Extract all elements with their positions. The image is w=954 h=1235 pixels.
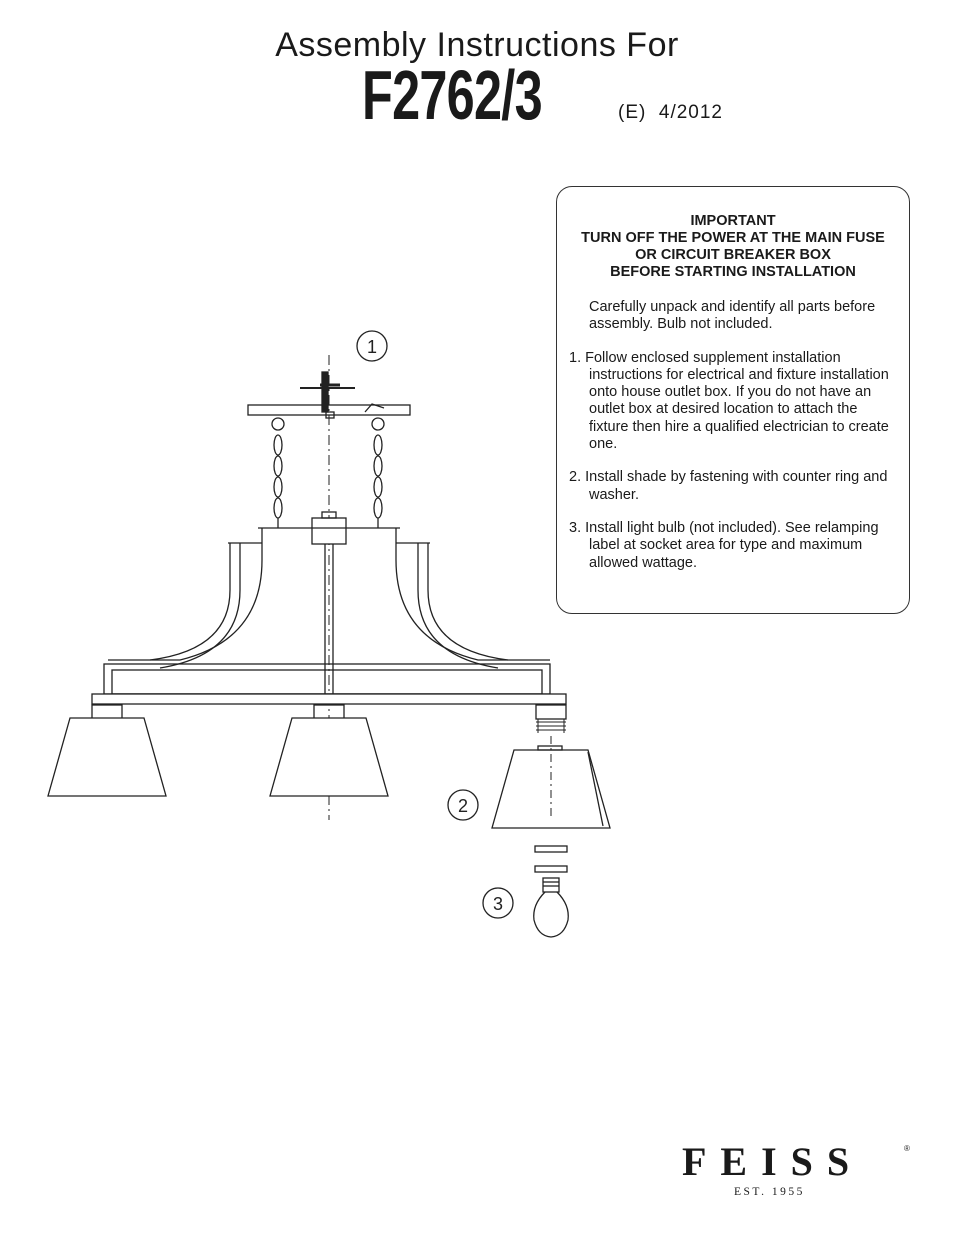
brand-name: FEISS — [682, 1139, 864, 1184]
callout-2-label: 2 — [457, 796, 469, 816]
right-chain — [372, 418, 384, 528]
callout-1 — [357, 331, 387, 361]
counter-ring — [535, 866, 567, 872]
notice-line: IMPORTANT — [690, 213, 776, 229]
brand-established: EST. 1955 — [734, 1186, 805, 1198]
callout-2 — [448, 790, 478, 820]
notice-line: TURN OFF THE POWER AT THE MAIN FUSE — [581, 230, 885, 246]
notice-line: BEFORE STARTING INSTALLATION — [610, 264, 856, 280]
step-2: 2. Install shade by fastening with counter ring and washer. — [569, 469, 888, 503]
notice-line: OR CIRCUIT BREAKER BOX — [635, 247, 831, 263]
model-number: F2762/3 — [362, 56, 542, 134]
intro-text: Carefully unpack and identify all parts before assembly. Bulb not included. — [589, 299, 876, 333]
important-notice — [557, 213, 909, 281]
page-title: Assembly Instructions For — [275, 26, 679, 64]
registered-mark: ® — [904, 1144, 910, 1153]
washer — [535, 846, 567, 852]
callout-3-label: 3 — [492, 894, 504, 914]
step-1: 1. Follow enclosed supplement installation instructions for electrical and fixture installation onto house outlet box. If you do not have an outlet box at desired location to attach the fixture then hire a qualified electrician to create one. — [569, 349, 889, 453]
left-shade — [48, 718, 166, 796]
callout-3 — [483, 888, 513, 918]
middle-shade — [270, 718, 388, 796]
left-chain — [272, 418, 284, 528]
callout-1-label: 1 — [366, 337, 378, 357]
brand-logo — [682, 1138, 910, 1198]
assembly-diagram — [0, 300, 954, 960]
edition-date: (E) 4/2012 — [618, 102, 723, 123]
light-bulb — [534, 878, 569, 937]
step-3: 3. Install light bulb (not included). See relamping label at socket area for type and maximum allowed wattage. — [569, 519, 879, 571]
